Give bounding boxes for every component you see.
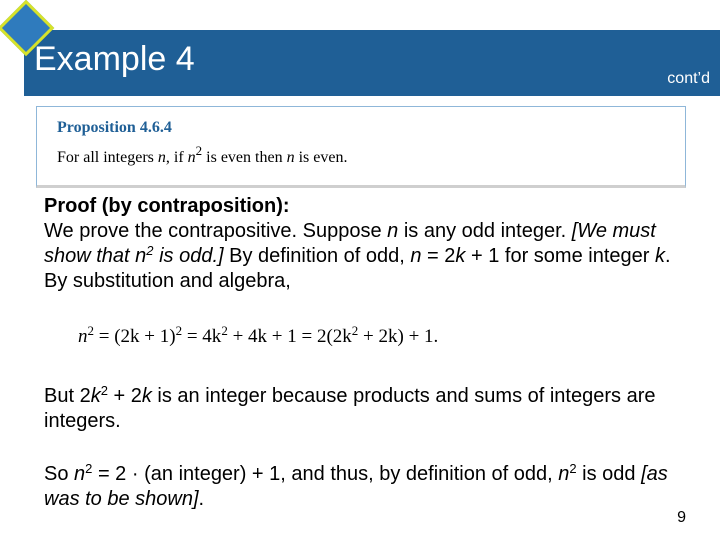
slide-title: Example 4: [34, 40, 195, 78]
conclusion-paragraph: So $n^2 = 2 \cdot (an$ integer) + 1, and thus, by definition of odd, $n^2$ is odd [as was to be shown].: [44, 461, 668, 510]
proof-heading: Proof (by contraposition):: [44, 195, 290, 217]
slide-number: 9: [677, 509, 686, 526]
equation: $n^2 = (2k + 1)^2 = 4k^2 + 4k + 1 = 2(2k^2 + 2k) + 1$.: [78, 323, 439, 347]
proposition-box: [36, 106, 686, 188]
proposition-heading: Proposition 4.6.4: [57, 119, 172, 136]
integer-paragraph: But $2k^2 + 2k$ is an integer because products and sums of integers are integers.: [44, 383, 656, 432]
proposition-statement: For all integers n, if $n^2$ is even then n is even.: [57, 143, 348, 166]
proof-paragraph: Proof (by contraposition): We prove the contrapositive. Suppose n is any odd integer. [We must show that $n^2$ is odd.] By definition of odd, n = 2k + 1 for some integer k. By substitution and algebra,: [44, 194, 694, 294]
continued-label: cont’d: [667, 70, 710, 87]
